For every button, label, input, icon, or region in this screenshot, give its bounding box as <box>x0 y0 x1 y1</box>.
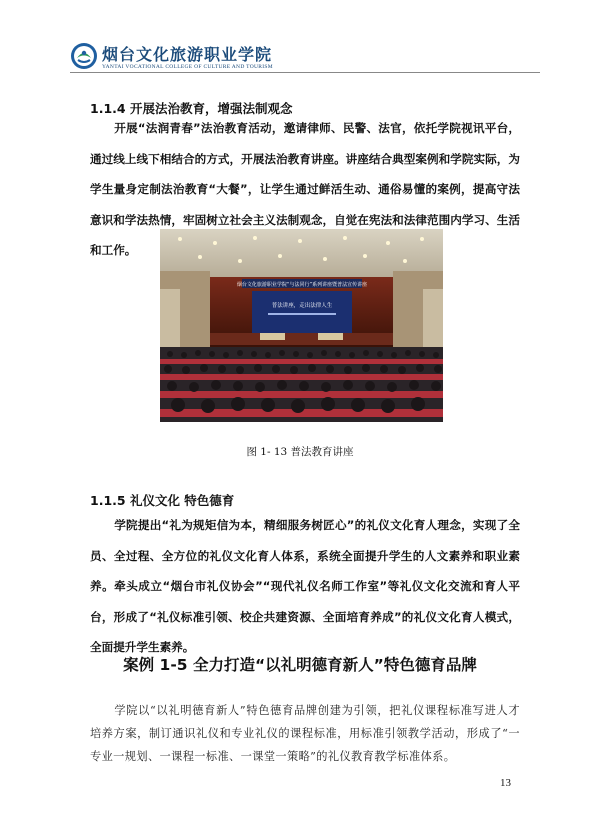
college-name-en: YANTAI VOCATIONAL COLLEGE OF CULTURE AND TOURISM <box>102 64 273 70</box>
case-paragraph <box>90 699 520 768</box>
lecture-photo <box>160 229 443 422</box>
screen-subtitle-text: 普法讲座，走出法律人生 <box>271 303 333 309</box>
page-number: 13 <box>500 777 511 789</box>
case-title: 案例 1-5 全力打造“以礼明德育新人”特色德育品牌 <box>123 656 477 674</box>
section-paragraph-1-1-5-text: 学院提出“礼为规矩信为本，精细服务树匠心”的礼仪文化育人理念，实现了全员、全过程、全方位的礼仪文化育人体系，系统全面提升学生的人文素养和职业素养。牵头成立“烟台市礼仪协会”“现代礼仪名师工作室”等礼仪文化交流和育人平台，形成了“礼仪标准引领、校企共建资源、全面培育养成”的礼仪文化育人模式，全面提升学生素养。 <box>90 518 520 654</box>
section-paragraph-1-1-5 <box>90 510 520 663</box>
page-header <box>70 40 550 80</box>
header-divider <box>70 72 540 73</box>
case-paragraph-text: 学院以“以礼明德育新人”特色德育品牌创建为引领，把礼仪课程标准写进人才培养方案，制订通识礼仪和专业礼仪的课程标准，用标准引领教学活动，形成了“一专业一规划、一课程一标准、一课堂一策略”的礼仪教育教学标准体系。 <box>90 704 520 763</box>
lecture-hall-image <box>160 229 443 422</box>
section-paragraph-1-1-4-text: 开展“法润青春”法治教育活动，邀请律师、民警、法官，依托学院视讯平台，通过线上线下相结合的方式，开展法治教育讲座。讲座结合典型案例和学院实际，为学生量身定制法治教育“大餐”，让学生通过鲜活生动、通俗易懂的案例，提高守法意识和学法热情，牢固树立社会主义法制观念，自觉在宪法和法律范围内学习、生活和工作。 <box>90 121 520 257</box>
section-heading-1-1-5: 1.1.5 礼仪文化 特色德育 <box>90 493 235 508</box>
college-emblem-icon <box>70 42 98 70</box>
college-name-cn: 烟台文化旅游职业学院 <box>102 45 273 64</box>
section-heading-1-1-4: 1.1.4 开展法治教育，增强法制观念 <box>90 101 293 116</box>
figure-caption: 图 1- 13 普法教育讲座 <box>246 446 354 458</box>
screen-title-text: 烟台文化旅游职业学院“与法同行”系列讲座暨普法宣传讲座 <box>236 282 368 288</box>
